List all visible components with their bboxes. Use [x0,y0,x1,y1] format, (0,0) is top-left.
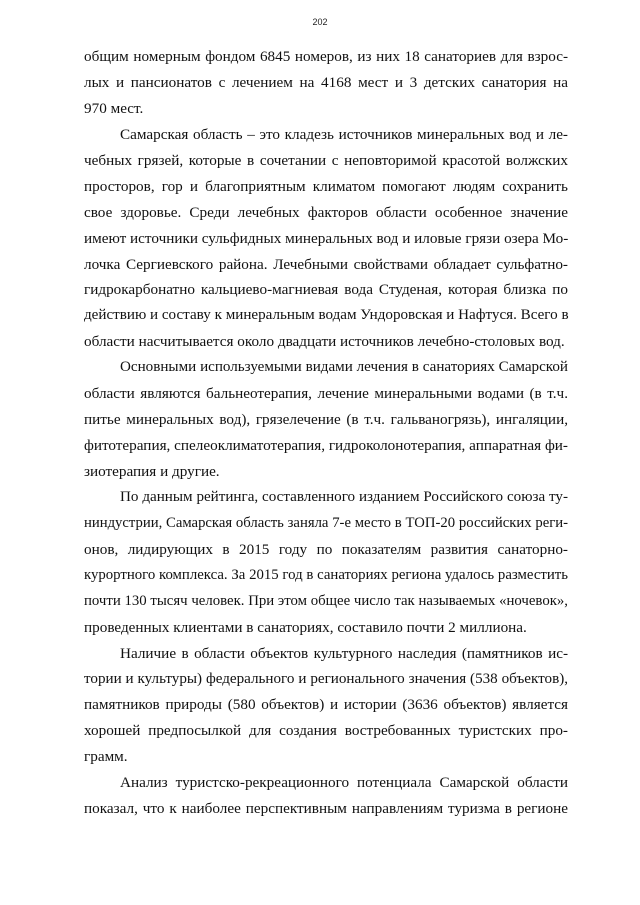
text-line: По данным рейтинга, составленного изданием Российского союза ту- [120,488,568,505]
text-line: показал, что к наиболее перспективным направлениям туризма в регионе [84,800,568,818]
text-line: просторов, гор и благоприятным климатом помогают людям сохранить [84,177,568,195]
paragraph [84,44,568,122]
text-line: Основными используемыми видами лечения в санаториях Самарской [120,359,568,376]
text-line: действию и составу к минеральным водам Ундоровская и Нафтуся. Всего в [84,307,569,324]
text-line: ниндустрии, Самарская область заняла 7-е место в ТОП-20 российских реги- [84,514,568,531]
text-line: лочка Сергиевского района. Лечебными свойствами обладает сульфатно- [84,255,568,273]
text-line: хорошей предпосылкой для создания востребованных туристских про- [84,722,568,740]
text-line: гидрокарбонатно кальциево-магниевая вода Студеная, которая близка по [84,281,568,299]
paragraph [84,355,568,485]
text-line: Наличие в области объектов культурного наследия (памятников ис- [120,644,568,662]
paragraph [84,485,568,641]
text-line: Анализ туристско-рекреационного потенциала Самарской области [120,774,568,792]
text-line: чебных грязей, которые в сочетании с неповторимой красотой волжских [84,151,568,169]
text-line: онов, лидирующих в 2015 году по показателям развития санаторно- [84,540,568,558]
paragraph [84,770,568,822]
text-line: тории и культуры) федерального и регионального значения (538 объектов), [84,670,568,687]
text-line: области являются бальнеотерапия, лечение минеральными водами (в т.ч. [84,385,568,403]
text-line: памятников природы (580 объектов) и истории (3636 объектов) является [84,696,568,714]
text-line: Самарская область – это кладезь источников минеральных вод и ле- [120,125,568,143]
text-line: зиотерапия и другие. [84,463,220,480]
text-line: имеют источники сульфидных минеральных вод и иловые грязи озера Мо- [84,229,569,247]
paragraph [84,641,568,771]
text-line: лых и пансионатов с лечением на 4168 мест и 3 детских санатория на [84,73,568,91]
text-line: курортного комплекса. За 2015 год в санаториях региона удалось разместить [84,566,568,583]
text-line: проведенных клиентами в санаториях, составило почти 2 миллиона. [84,618,527,636]
text-line: питье минеральных вод), грязелечение (в т.ч. гальваногрязь), ингаляции, [84,411,568,429]
text-line: области насчитывается около двадцати источников лечебно-столовых вод. [84,333,565,351]
text-line: фитотерапия, спелеоклиматотерапия, гидроколонотерапия, аппаратная фи- [84,437,568,455]
text-line: грамм. [84,748,128,766]
text-line: общим номерным фондом 6845 номеров, из них 18 санаториев для взрос- [84,48,568,65]
text-line: 970 мест. [84,99,144,117]
paragraph [84,122,568,355]
text-line: свое здоровье. Среди лечебных факторов области особенное значение [84,203,568,221]
body-text [84,44,568,822]
page-number: 202 [312,17,328,27]
text-line: почти 130 тысяч человек. При этом общее число так называемых «ночевок», [84,592,568,609]
